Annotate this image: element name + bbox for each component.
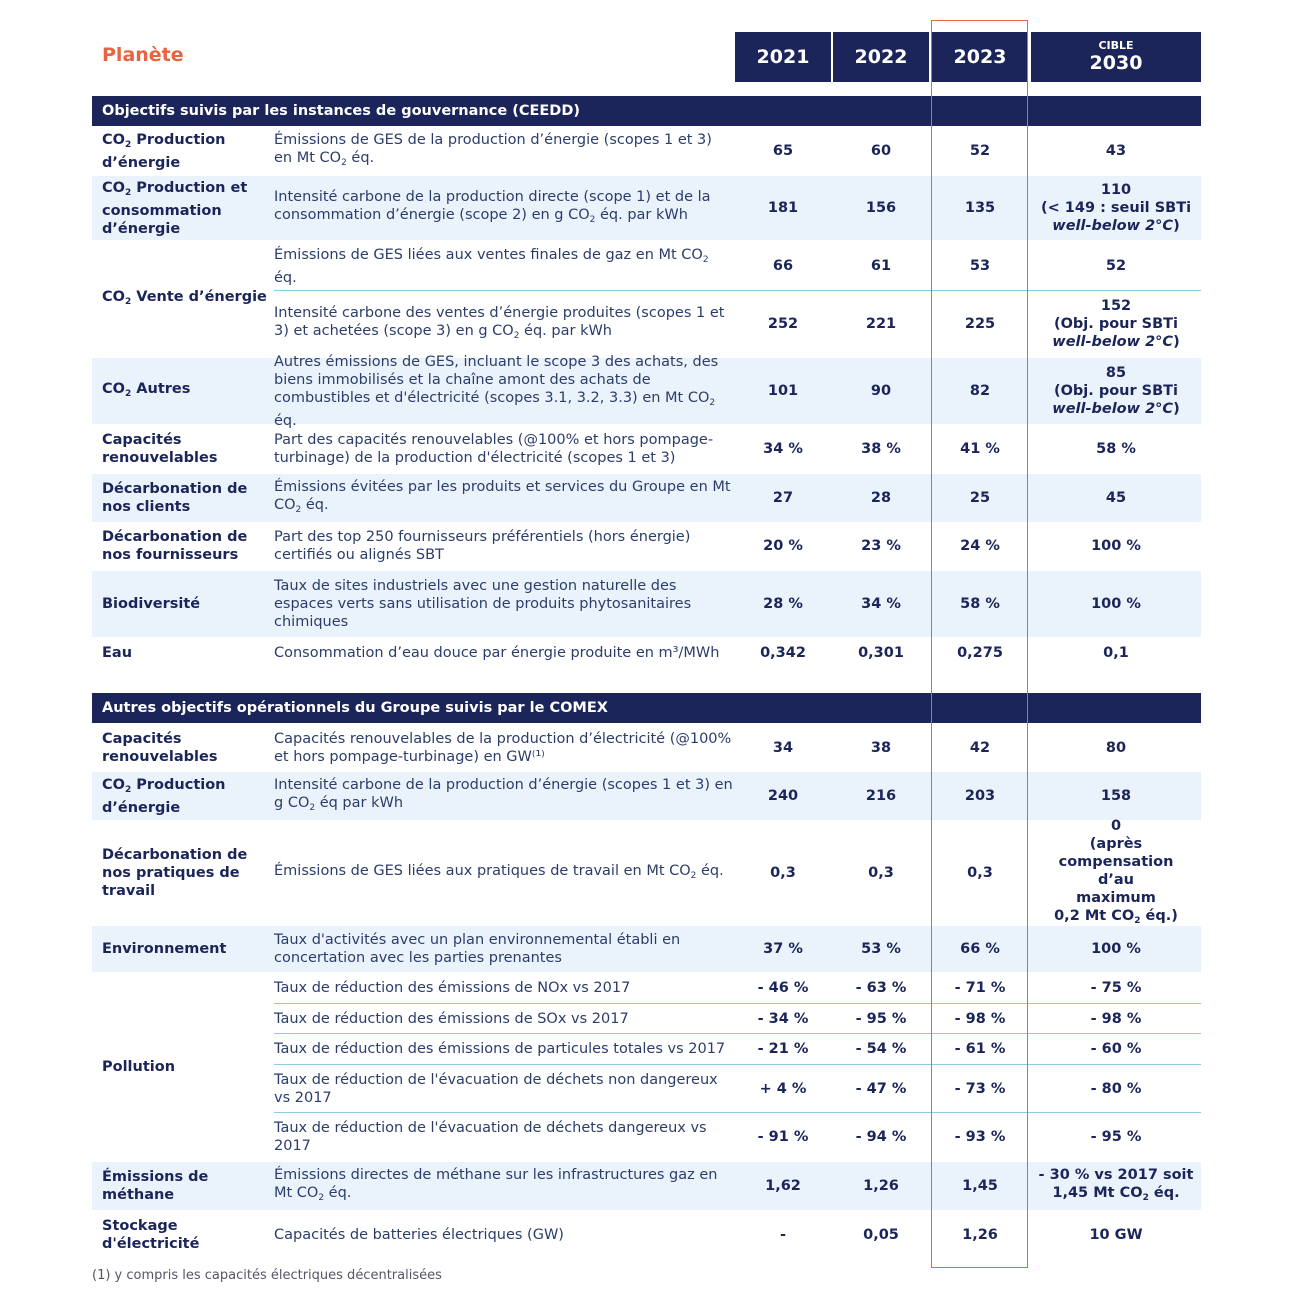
row-description: Taux de sites industriels avec une gestion naturelle des espaces verts sans utilisation de produits phytosanitaires chimiques xyxy=(274,578,692,630)
row-description: Taux de réduction de l'évacuation de déchets non dangereux vs 2017 xyxy=(274,1072,718,1106)
value-target: - 75 % xyxy=(1090,980,1142,996)
value-2021: 1,62 xyxy=(765,1178,801,1194)
value-2023: 41 % xyxy=(960,441,1000,457)
row-description: Taux de réduction des émissions de SOx vs 2017 xyxy=(274,1011,629,1027)
value-2022: - 54 % xyxy=(855,1041,907,1057)
value-target: - 95 % xyxy=(1090,1129,1142,1145)
row-category: Stockage d'électricité xyxy=(102,1218,200,1252)
row-divider xyxy=(274,1003,1201,1004)
value-2023: 1,26 xyxy=(962,1227,998,1243)
value-2021: 181 xyxy=(767,200,799,216)
value-2021: 252 xyxy=(767,316,799,332)
row-description: Autres émissions de GES, incluant le scope 3 des achats, des biens immobilisés et la chaîne amont des achats de combustibles et d'électricité (scopes 3.1, 3.2, 3.3) en Mt $CO_2$ éq. xyxy=(274,353,719,429)
value-2023: - 93 % xyxy=(954,1129,1006,1145)
value-target: 10 GW xyxy=(1089,1227,1143,1243)
row-divider xyxy=(274,290,1201,291)
row-category: Eau xyxy=(102,645,133,661)
value-target: 52 xyxy=(1105,258,1127,274)
row-divider xyxy=(274,1064,1201,1065)
row-category: Capacités renouvelables xyxy=(102,432,218,466)
value-2023: 203 xyxy=(964,788,996,804)
value-2022: 23 % xyxy=(861,538,901,554)
year-header-2021: 2021 xyxy=(735,32,831,82)
value-target: 158 xyxy=(1100,788,1132,804)
year-header-2022: 2022 xyxy=(833,32,929,82)
row-category: $CO_2$ Vente d’énergie xyxy=(102,288,267,307)
row-description: Intensité carbone des ventes d’énergie produites (scopes 1 et 3) et achetées (scope 3) en g $CO_2$ éq. par kWh xyxy=(274,304,725,341)
value-2022: 90 xyxy=(870,383,892,399)
value-2021: 34 % xyxy=(763,441,803,457)
value-2022: 221 xyxy=(865,316,897,332)
row-category: Décarbonation de nos clients xyxy=(102,481,248,515)
value-2023: - 71 % xyxy=(954,980,1006,996)
value-2022: 0,05 xyxy=(863,1227,899,1243)
value-target: 45 xyxy=(1105,490,1127,506)
value-2021: - 46 % xyxy=(757,980,809,996)
row-category: Biodiversité xyxy=(102,596,201,612)
value-2023: 25 xyxy=(969,490,991,506)
page-title: Planète xyxy=(102,44,184,66)
row-description: Intensité carbone de la production d’énergie (scopes 1 et 3) en g $CO_2$ éq par kWh xyxy=(274,776,733,813)
row-description: Capacités de batteries électriques (GW) xyxy=(274,1227,564,1243)
value-2021: 37 % xyxy=(763,941,803,957)
value-2021: + 4 % xyxy=(759,1081,807,1097)
row-description: Intensité carbone de la production directe (scope 1) et de la consommation d’énergie (scope 2) en g $CO_2$ éq. par kWh xyxy=(274,188,711,225)
value-2021: 101 xyxy=(767,383,799,399)
value-target: 100 % xyxy=(1091,596,1141,612)
value-2022: - 47 % xyxy=(855,1081,907,1097)
value-2021: 0,3 xyxy=(770,865,796,881)
value-target: 110 (< 149 : seuil SBTi well-below 2°C) xyxy=(1040,182,1192,234)
row-category: $CO_2$ Production d’énergie xyxy=(102,776,226,816)
value-2023: - 73 % xyxy=(954,1081,1006,1097)
value-2022: 60 xyxy=(870,143,892,159)
value-target: 0 (après compensation d’au maximum 0,2 Mt $CO_2$ éq.) xyxy=(1054,817,1178,926)
value-2021: 34 xyxy=(772,739,794,756)
value-target: - 60 % xyxy=(1090,1041,1142,1057)
value-2021: 0,342 xyxy=(760,645,806,661)
target-year: 2030 xyxy=(1089,52,1143,74)
value-2021: 240 xyxy=(767,788,799,804)
row-description: Capacités renouvelables de la production d’électricité (@100% et hors pompage-turbinage) en GW⁽¹⁾ xyxy=(274,730,732,765)
value-2023: 66 % xyxy=(960,941,1000,957)
row-divider xyxy=(274,1033,1201,1034)
value-2023: 0,3 xyxy=(967,865,993,881)
value-target: 43 xyxy=(1105,143,1127,159)
value-2023: 135 xyxy=(964,200,996,216)
row-category: $CO_2$ Production et consommation d’énergie xyxy=(102,179,248,237)
row-description: Part des capacités renouvelables (@100% et hors pompage-turbinage) de la production d'électricité (scopes 1 et 3) xyxy=(274,432,714,466)
value-2022: 216 xyxy=(865,788,897,804)
value-2023: 24 % xyxy=(960,538,1000,554)
value-2021: 20 % xyxy=(763,538,803,554)
value-2023: 1,45 xyxy=(962,1178,998,1194)
value-target: 85 (Obj. pour SBTi well-below 2°C) xyxy=(1052,365,1180,417)
row-category: $CO_2$ Autres xyxy=(102,380,191,399)
value-2022: 34 % xyxy=(861,596,901,612)
value-target: - 98 % xyxy=(1090,1011,1142,1027)
row-description: Part des top 250 fournisseurs préférentiels (hors énergie) certifiés ou alignés SBT xyxy=(274,529,691,563)
target-header xyxy=(1031,32,1201,82)
value-2022: 38 % xyxy=(861,441,901,457)
value-2022: 156 xyxy=(865,200,897,216)
value-2023: 53 xyxy=(969,258,991,274)
value-target: - 30 % vs 2017 soit 1,45 Mt $CO_2$ éq. xyxy=(1038,1166,1194,1203)
value-2022: - 63 % xyxy=(855,980,907,996)
value-2022: - 95 % xyxy=(855,1011,907,1027)
row-divider xyxy=(274,1112,1201,1113)
highlight-2023-column xyxy=(931,20,1028,1268)
row-category: Émissions de méthane xyxy=(102,1169,209,1203)
row-category: $CO_2$ Production d’énergie xyxy=(102,131,226,171)
target-label: CIBLE xyxy=(1098,39,1134,52)
row-description: Taux d'activités avec un plan environnemental établi en concertation avec les parties prenantes xyxy=(274,932,681,966)
row-description: Émissions directes de méthane sur les infrastructures gaz en Mt $CO_2$ éq. xyxy=(274,1166,718,1203)
row-description: Taux de réduction de l'évacuation de déchets dangereux vs 2017 xyxy=(274,1120,707,1154)
row-description: Émissions de GES liées aux ventes finales de gaz en Mt $CO_2$ éq. xyxy=(274,246,709,286)
value-2023: 52 xyxy=(969,143,991,159)
value-2021: - 91 % xyxy=(757,1129,809,1145)
value-2023: - 61 % xyxy=(954,1041,1006,1057)
row-description: Émissions de GES liées aux pratiques de travail en Mt $CO_2$ éq. xyxy=(274,862,724,881)
value-target: 80 xyxy=(1105,739,1127,756)
value-2021: - xyxy=(779,1227,787,1243)
row-category: Environnement xyxy=(102,941,227,957)
value-target: 152 (Obj. pour SBTi well-below 2°C) xyxy=(1052,298,1180,350)
value-2022: 61 xyxy=(870,258,892,274)
value-2023: 0,275 xyxy=(957,645,1003,661)
value-2021: - 21 % xyxy=(757,1041,809,1057)
value-2023: 82 xyxy=(969,383,991,399)
value-2022: - 94 % xyxy=(855,1129,907,1145)
footnote: (1) y compris les capacités électriques décentralisées xyxy=(92,1268,442,1283)
value-2021: 65 xyxy=(772,143,794,159)
value-2021: - 34 % xyxy=(757,1011,809,1027)
value-2023: 225 xyxy=(964,316,996,332)
value-2023: 42 xyxy=(969,739,991,756)
value-target: 100 % xyxy=(1091,941,1141,957)
row-description: Taux de réduction des émissions de particules totales vs 2017 xyxy=(274,1041,726,1057)
year-header-2023: 2023 xyxy=(932,32,1028,82)
value-2021: 66 xyxy=(772,258,794,274)
value-target: 100 % xyxy=(1091,538,1141,554)
row-category: Décarbonation de nos fournisseurs xyxy=(102,529,248,563)
value-2023: 58 % xyxy=(960,596,1000,612)
row-description: Émissions de GES de la production d’énergie (scopes 1 et 3) en Mt $CO_2$ éq. xyxy=(274,131,712,168)
section-header-ceedd: Objectifs suivis par les instances de gouvernance (CEEDD) xyxy=(92,96,1201,126)
value-2022: 28 xyxy=(870,490,892,506)
row-description: Consommation d’eau douce par énergie produite en m³/MWh xyxy=(274,645,720,661)
row-category: Pollution xyxy=(102,1059,176,1075)
row-description: Émissions évitées par les produits et services du Groupe en Mt $CO_2$ éq. xyxy=(274,478,731,515)
value-2021: 28 % xyxy=(763,596,803,612)
row-category: Décarbonation de nos pratiques de travail xyxy=(102,847,248,899)
value-2022: 1,26 xyxy=(863,1178,899,1194)
value-2023: - 98 % xyxy=(954,1011,1006,1027)
value-2021: 27 xyxy=(772,490,794,506)
row-category: Capacités renouvelables xyxy=(102,730,218,765)
value-2022: 0,301 xyxy=(858,645,904,661)
row-description: Taux de réduction des émissions de NOx vs 2017 xyxy=(274,980,631,996)
value-2022: 53 % xyxy=(861,941,901,957)
value-2022: 38 xyxy=(870,739,892,756)
value-target: 0,1 xyxy=(1103,645,1129,661)
value-target: 58 % xyxy=(1096,441,1136,457)
section-header-comex: Autres objectifs opérationnels du Groupe suivis par le COMEX xyxy=(92,693,1201,723)
value-2022: 0,3 xyxy=(868,865,894,881)
value-target: - 80 % xyxy=(1090,1081,1142,1097)
